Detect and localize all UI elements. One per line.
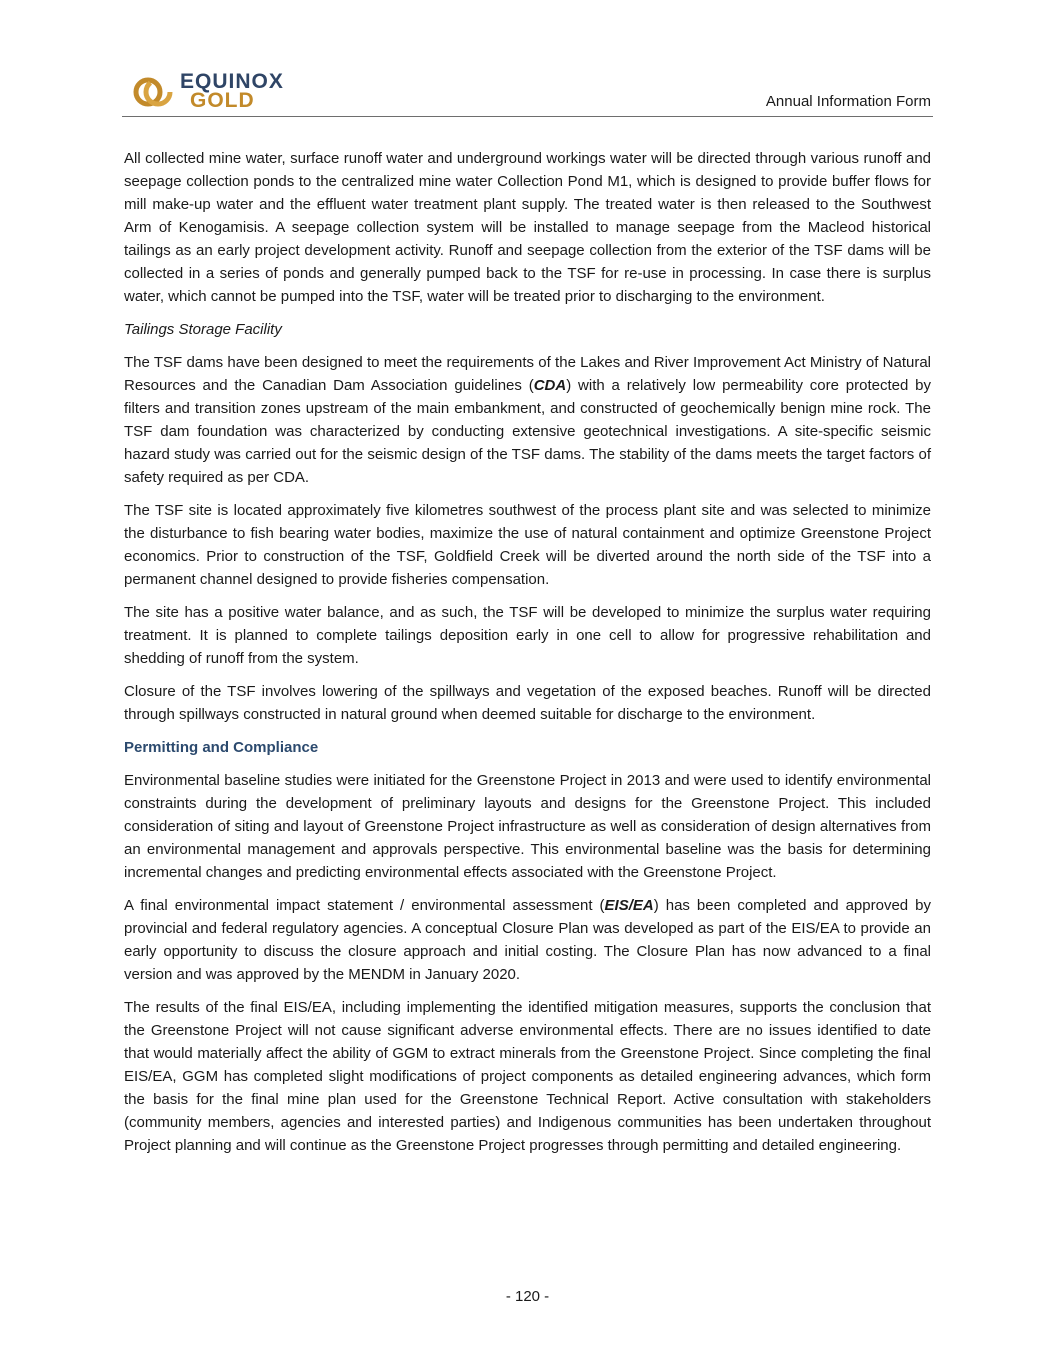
paragraph-text: ) with a relatively low permeability core protected by filters and transition zones upstream of the main embankment, and constructed of geochemically benign mine rock. The TSF dam foundation was characterized by conducting extensive geotechnical investigations. A site-specific seismic hazard study was carried out for the seismic design of the TSF dams. The stability of the dams meets the target factors of safety required as per CDA. [124,377,932,486]
equinox-gold-ring-icon [132,71,176,113]
logo-line-gold: GOLD [190,89,255,112]
paragraph-tsf-site: The TSF site is located approximately five kilometres southwest of the process plant site and was selected to minimize the disturbance to fish bearing water bodies, maximize the use of natural containment and optimize Greenstone Project economics. Prior to construction of the TSF, Goldfield Creek will be diverted around the north side of the TSF into a permanent channel designed to provide fisheries compensation. [124,502,931,588]
logo-wordmark [180,72,284,110]
defined-term-eis-ea: EIS/EA [604,897,654,914]
page-number: - 120 - [505,1288,550,1305]
paragraph-water-management: All collected mine water, surface runoff water and underground workings water will be directed through various runoff and seepage collection ponds to the centralized mine water Collection Pond M1, which is designed to provide buffer flows for mill make-up water and the effluent water treatment plant supply. The treated water is then released to the Southwest Arm of Kenogamisis. A seepage collection system will be installed to manage seepage from the Macleod historical tailings as an early project development activity. Runoff and seepage collection from the exterior of the TSF dams will be collected in a series of ponds and generally pumped back to the TSF for re-use in processing. In case there is surplus water, which cannot be pumped into the TSF, water will be treated prior to discharging to the environment. [124,150,931,305]
paragraph-text: The TSF dams have been designed to meet the requirements of the Lakes and River Improvement Act Ministry of Natural Resources and the Canadian Dam Association guidelines ( [124,354,931,394]
paragraph-text: A final environmental impact statement / environmental assessment ( [124,897,605,914]
paragraph-water-balance: The site has a positive water balance, and as such, the TSF will be developed to minimize the surplus water requiring treatment. It is planned to complete tailings deposition early in one cell to allow for progressive rehabilitation and shedding of runoff from the system. [124,604,931,667]
company-logo [132,71,302,113]
paragraph-eis-results: The results of the final EIS/EA, including implementing the identified mitigation measures, supports the conclusion that the Greenstone Project will not cause significant adverse environmental effects. There are no issues identified to date that would materially affect the ability of GGM to extract minerals from the Greenstone Project. Since completing the final EIS/EA, GGM has completed slight modifications of project components as detailed engineering advances, which form the basis for the final mine plan used for the Greenstone Technical Report. Active consultation with stakeholders (community members, agencies and interested parties) and Indigenous communities has been undertaken throughout Project planning and will continue as the Greenstone Project progresses through permitting and detailed engineering. [124,999,931,1154]
logo-line-equinox: EQUINOX [180,70,284,93]
page-body [124,147,931,1167]
paragraph-text: ) has been completed and approved by provincial and federal regulatory agencies. A conceptual Closure Plan was developed as part of the EIS/EA to provide an early opportunity to discuss the closure approach and initial costing. The Closure Plan has now advanced to a final version and was approved by the MENDM in January 2020. [124,897,931,983]
subheading-tailings-storage-facility: Tailings Storage Facility [124,321,282,338]
document-title: Annual Information Form [765,93,931,110]
defined-term-cda: CDA [533,377,567,394]
paragraph-eis-ea [124,894,931,986]
page-header [122,66,933,117]
section-heading-permitting: Permitting and Compliance [124,739,319,756]
paragraph-tsf-closure: Closure of the TSF involves lowering of the spillways and vegetation of the exposed beaches. Runoff will be directed through spillways constructed in natural ground when deemed suitable for discharge to the environment. [124,683,931,723]
paragraph-tsf-design [124,351,931,489]
paragraph-baseline-studies: Environmental baseline studies were initiated for the Greenstone Project in 2013 and were used to identify environmental constraints during the development of preliminary layouts and designs for the Greenstone Project. This included consideration of siting and layout of Greenstone Project infrastructure as well as consideration of design alternatives from an environmental management and approvals perspective. This environmental baseline was the basis for determining incremental changes and predicting environmental effects associated with the Greenstone Project. [124,772,931,881]
